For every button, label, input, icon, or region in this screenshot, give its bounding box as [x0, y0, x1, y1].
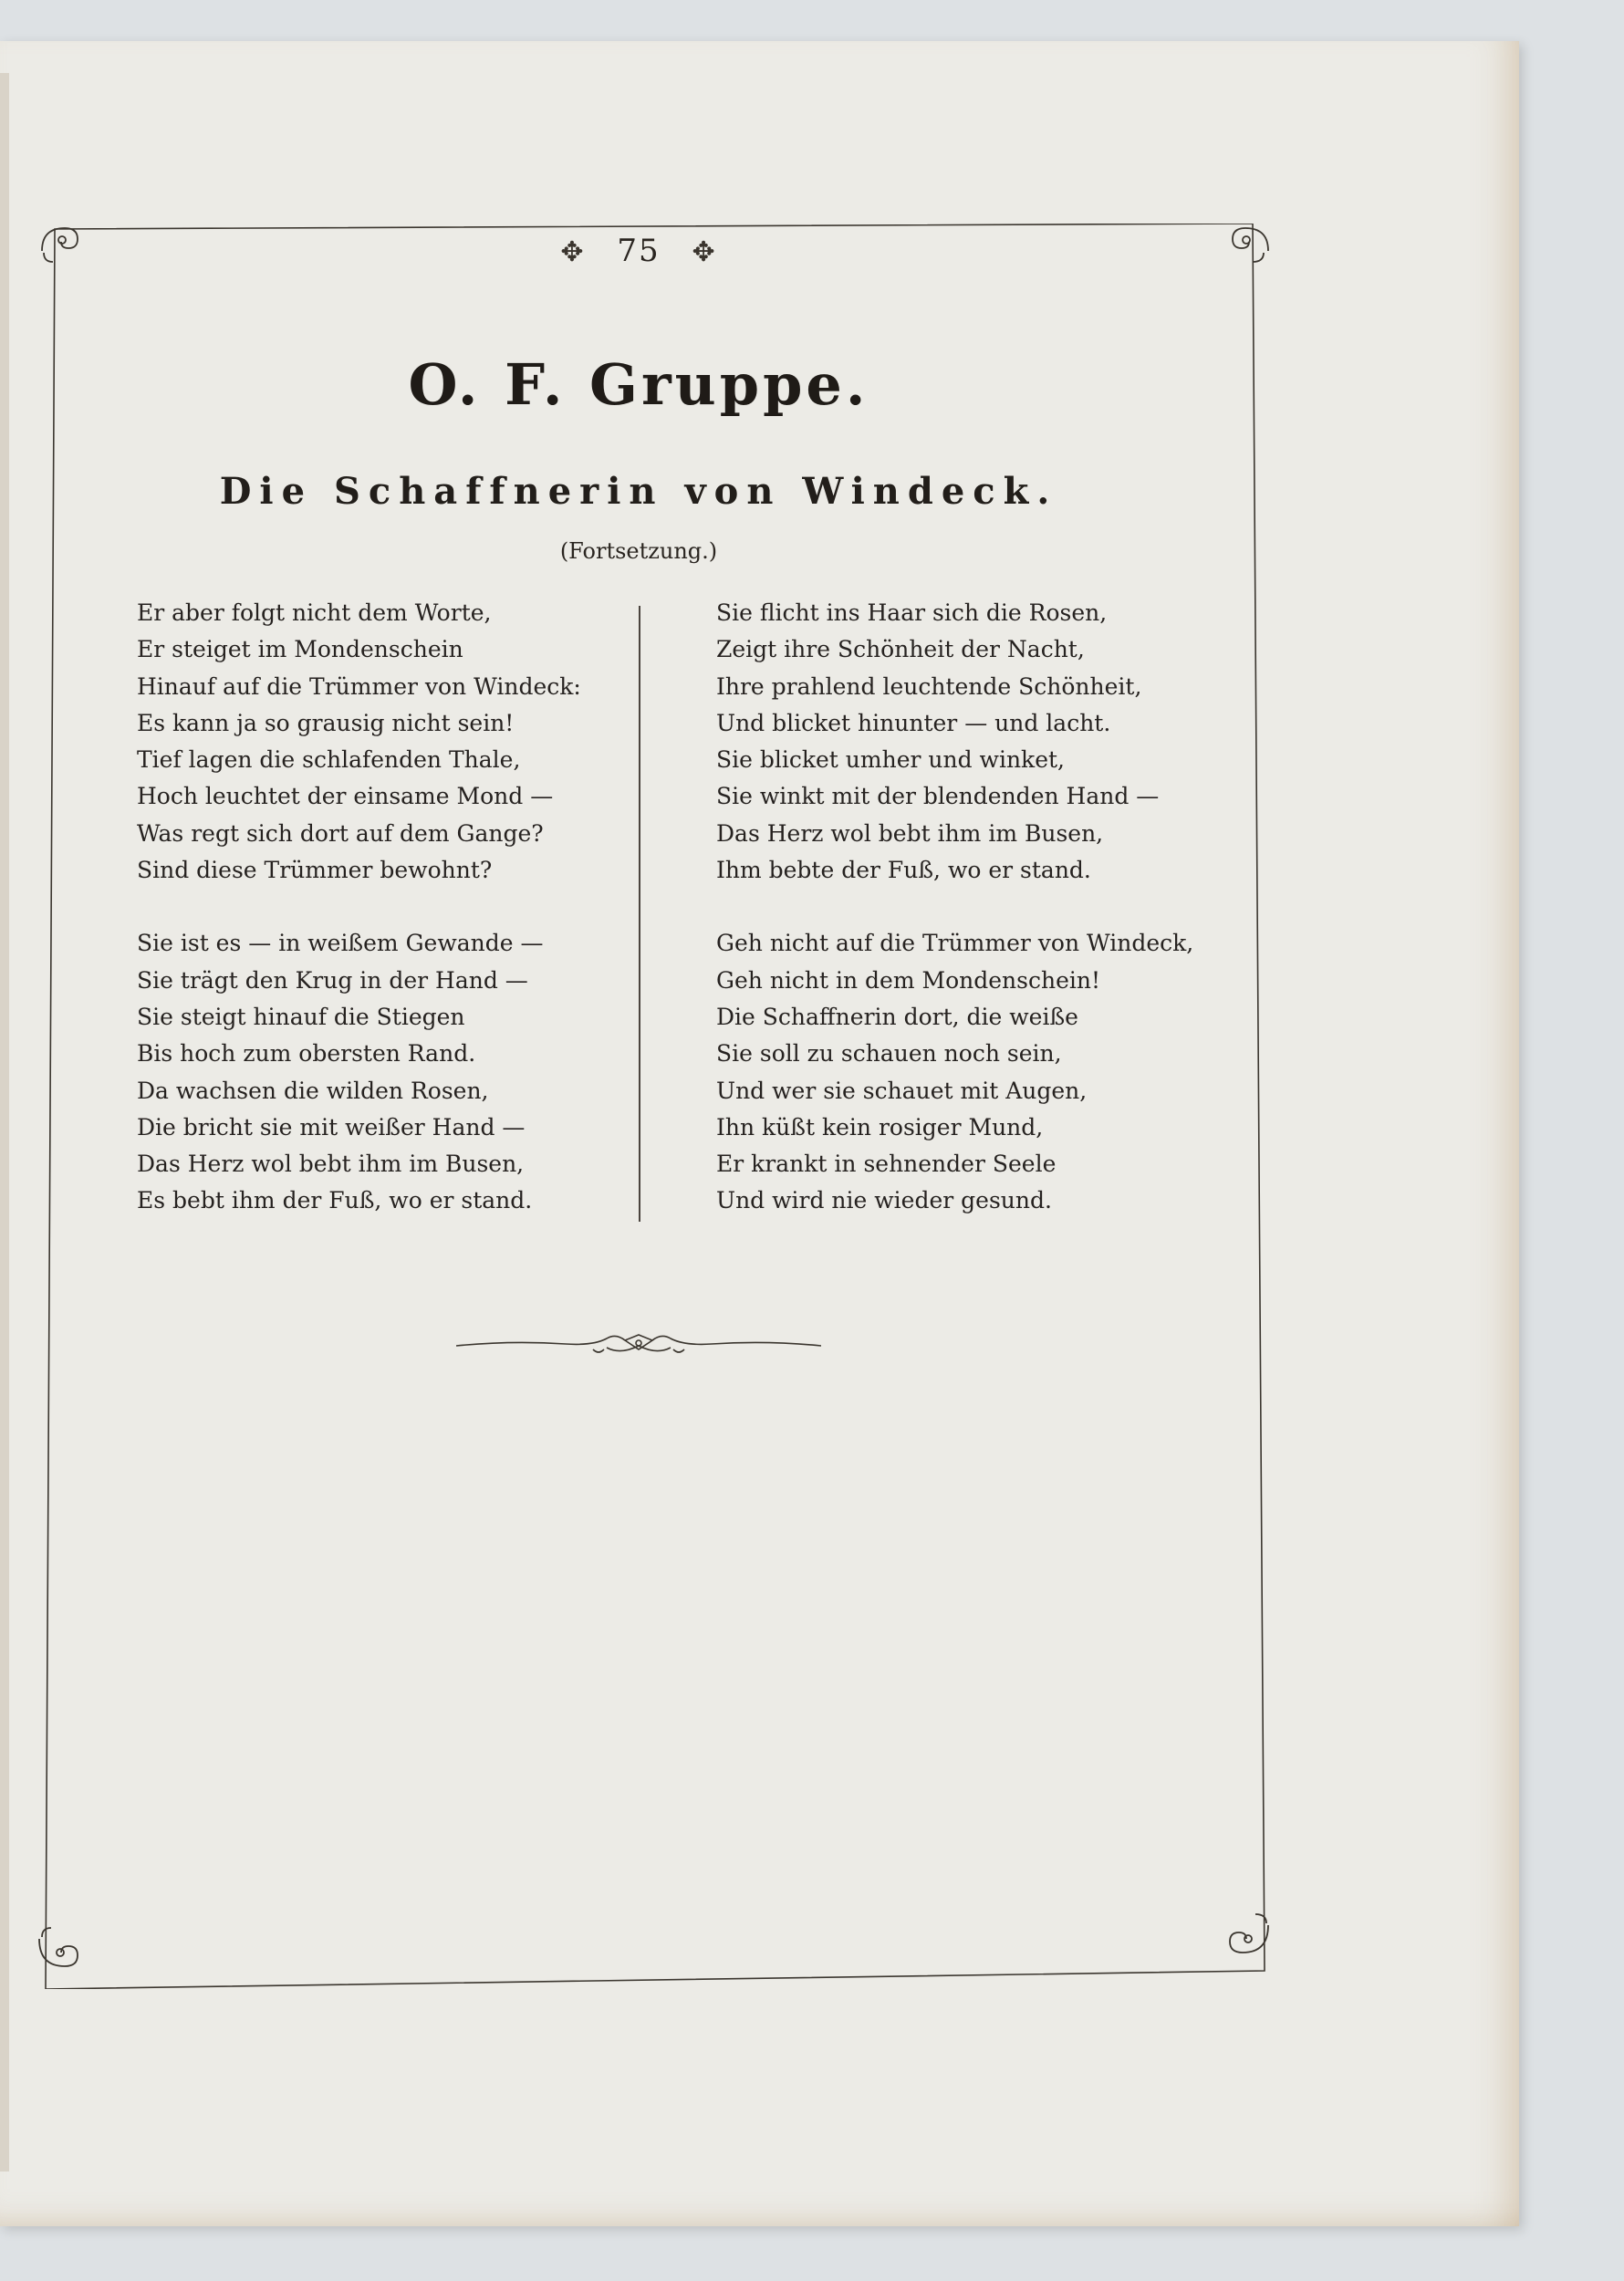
flourish-corner-icon	[39, 1928, 78, 1966]
flourish-tailpiece-icon	[456, 1328, 821, 1368]
verse-line: Zeigt ihre Schönheit der Nacht,	[716, 636, 1085, 663]
verse-line: Er krankt in sehnender Seele	[716, 1151, 1057, 1178]
verse-line: Sie blicket umher und winket,	[716, 746, 1065, 774]
verse-line: Hoch leuchtet der einsame Mond —	[137, 783, 554, 810]
stanza	[716, 925, 1227, 1219]
verse-line: Sie soll zu schauen noch sein,	[716, 1040, 1062, 1068]
stanza	[137, 595, 611, 889]
stanza	[716, 595, 1227, 889]
verse-line: Hinauf auf die Trümmer von Windeck:	[137, 672, 581, 700]
verse-line: Es kann ja so grausig nicht sein!	[137, 709, 515, 736]
ornament-left-icon: ✥	[560, 236, 586, 268]
verse-line: Sie winkt mit der blendenden Hand —	[716, 783, 1160, 810]
verse-line: Er aber folgt nicht dem Worte,	[137, 599, 492, 626]
poem-subtitle: (Fortsetzung.)	[559, 538, 718, 564]
verse-line: Da wachsen die wilden Rosen,	[137, 1077, 489, 1104]
stanza	[137, 925, 611, 1219]
verse-line: Die Schaffnerin dort, die weiße	[716, 1003, 1078, 1030]
verse-line: Das Herz wol bebt ihm im Busen,	[716, 819, 1104, 847]
page-number	[0, 233, 1277, 269]
poem-column-left	[137, 595, 611, 1256]
verse-line: Das Herz wol bebt ihm im Busen,	[137, 1151, 525, 1178]
verse-line: Es bebt ihm der Fuß, wo er stand.	[137, 1187, 533, 1214]
verse-line: Sie trägt den Krug in der Hand —	[137, 966, 528, 994]
verse-line: Und wird nie wieder gesund.	[716, 1187, 1052, 1214]
verse-line: Tief lagen die schlafenden Thale,	[137, 746, 521, 774]
flourish-corner-icon	[1230, 1914, 1268, 1953]
verse-line: Ihre prahlend leuchtende Schönheit,	[716, 672, 1142, 700]
verse-line: Und wer sie schauet mit Augen,	[716, 1077, 1088, 1104]
verse-line: Was regt sich dort auf dem Gange?	[137, 819, 544, 847]
poem-column-right	[716, 595, 1227, 1256]
author-heading: O. F. Gruppe.	[408, 351, 869, 418]
column-divider	[639, 606, 640, 1222]
verse-line: Sie flicht ins Haar sich die Rosen,	[716, 599, 1108, 626]
verse-line: Sind diese Trümmer bewohnt?	[137, 857, 493, 884]
verse-line: Geh nicht in dem Mondenschein!	[716, 966, 1101, 994]
poem-title: Die Schaffnerin von Windeck.	[219, 470, 1058, 513]
verse-line: Die bricht sie mit weißer Hand —	[137, 1113, 526, 1140]
verse-line: Ihm bebte der Fuß, wo er stand.	[716, 857, 1091, 884]
verse-line: Bis hoch zum obersten Rand.	[137, 1040, 476, 1068]
page-number-value: 75	[617, 233, 661, 269]
verse-line: Sie ist es — in weißem Gewande —	[137, 930, 544, 957]
verse-line: Ihn küßt kein rosiger Mund,	[716, 1113, 1044, 1140]
verse-line: Er steiget im Mondenschein	[137, 636, 463, 663]
verse-line: Und blicket hinunter — und lacht.	[716, 709, 1111, 736]
verse-line: Sie steigt hinauf die Stiegen	[137, 1003, 465, 1030]
verse-line: Geh nicht auf die Trümmer von Windeck,	[716, 930, 1194, 957]
ornament-right-icon: ✥	[692, 236, 717, 268]
